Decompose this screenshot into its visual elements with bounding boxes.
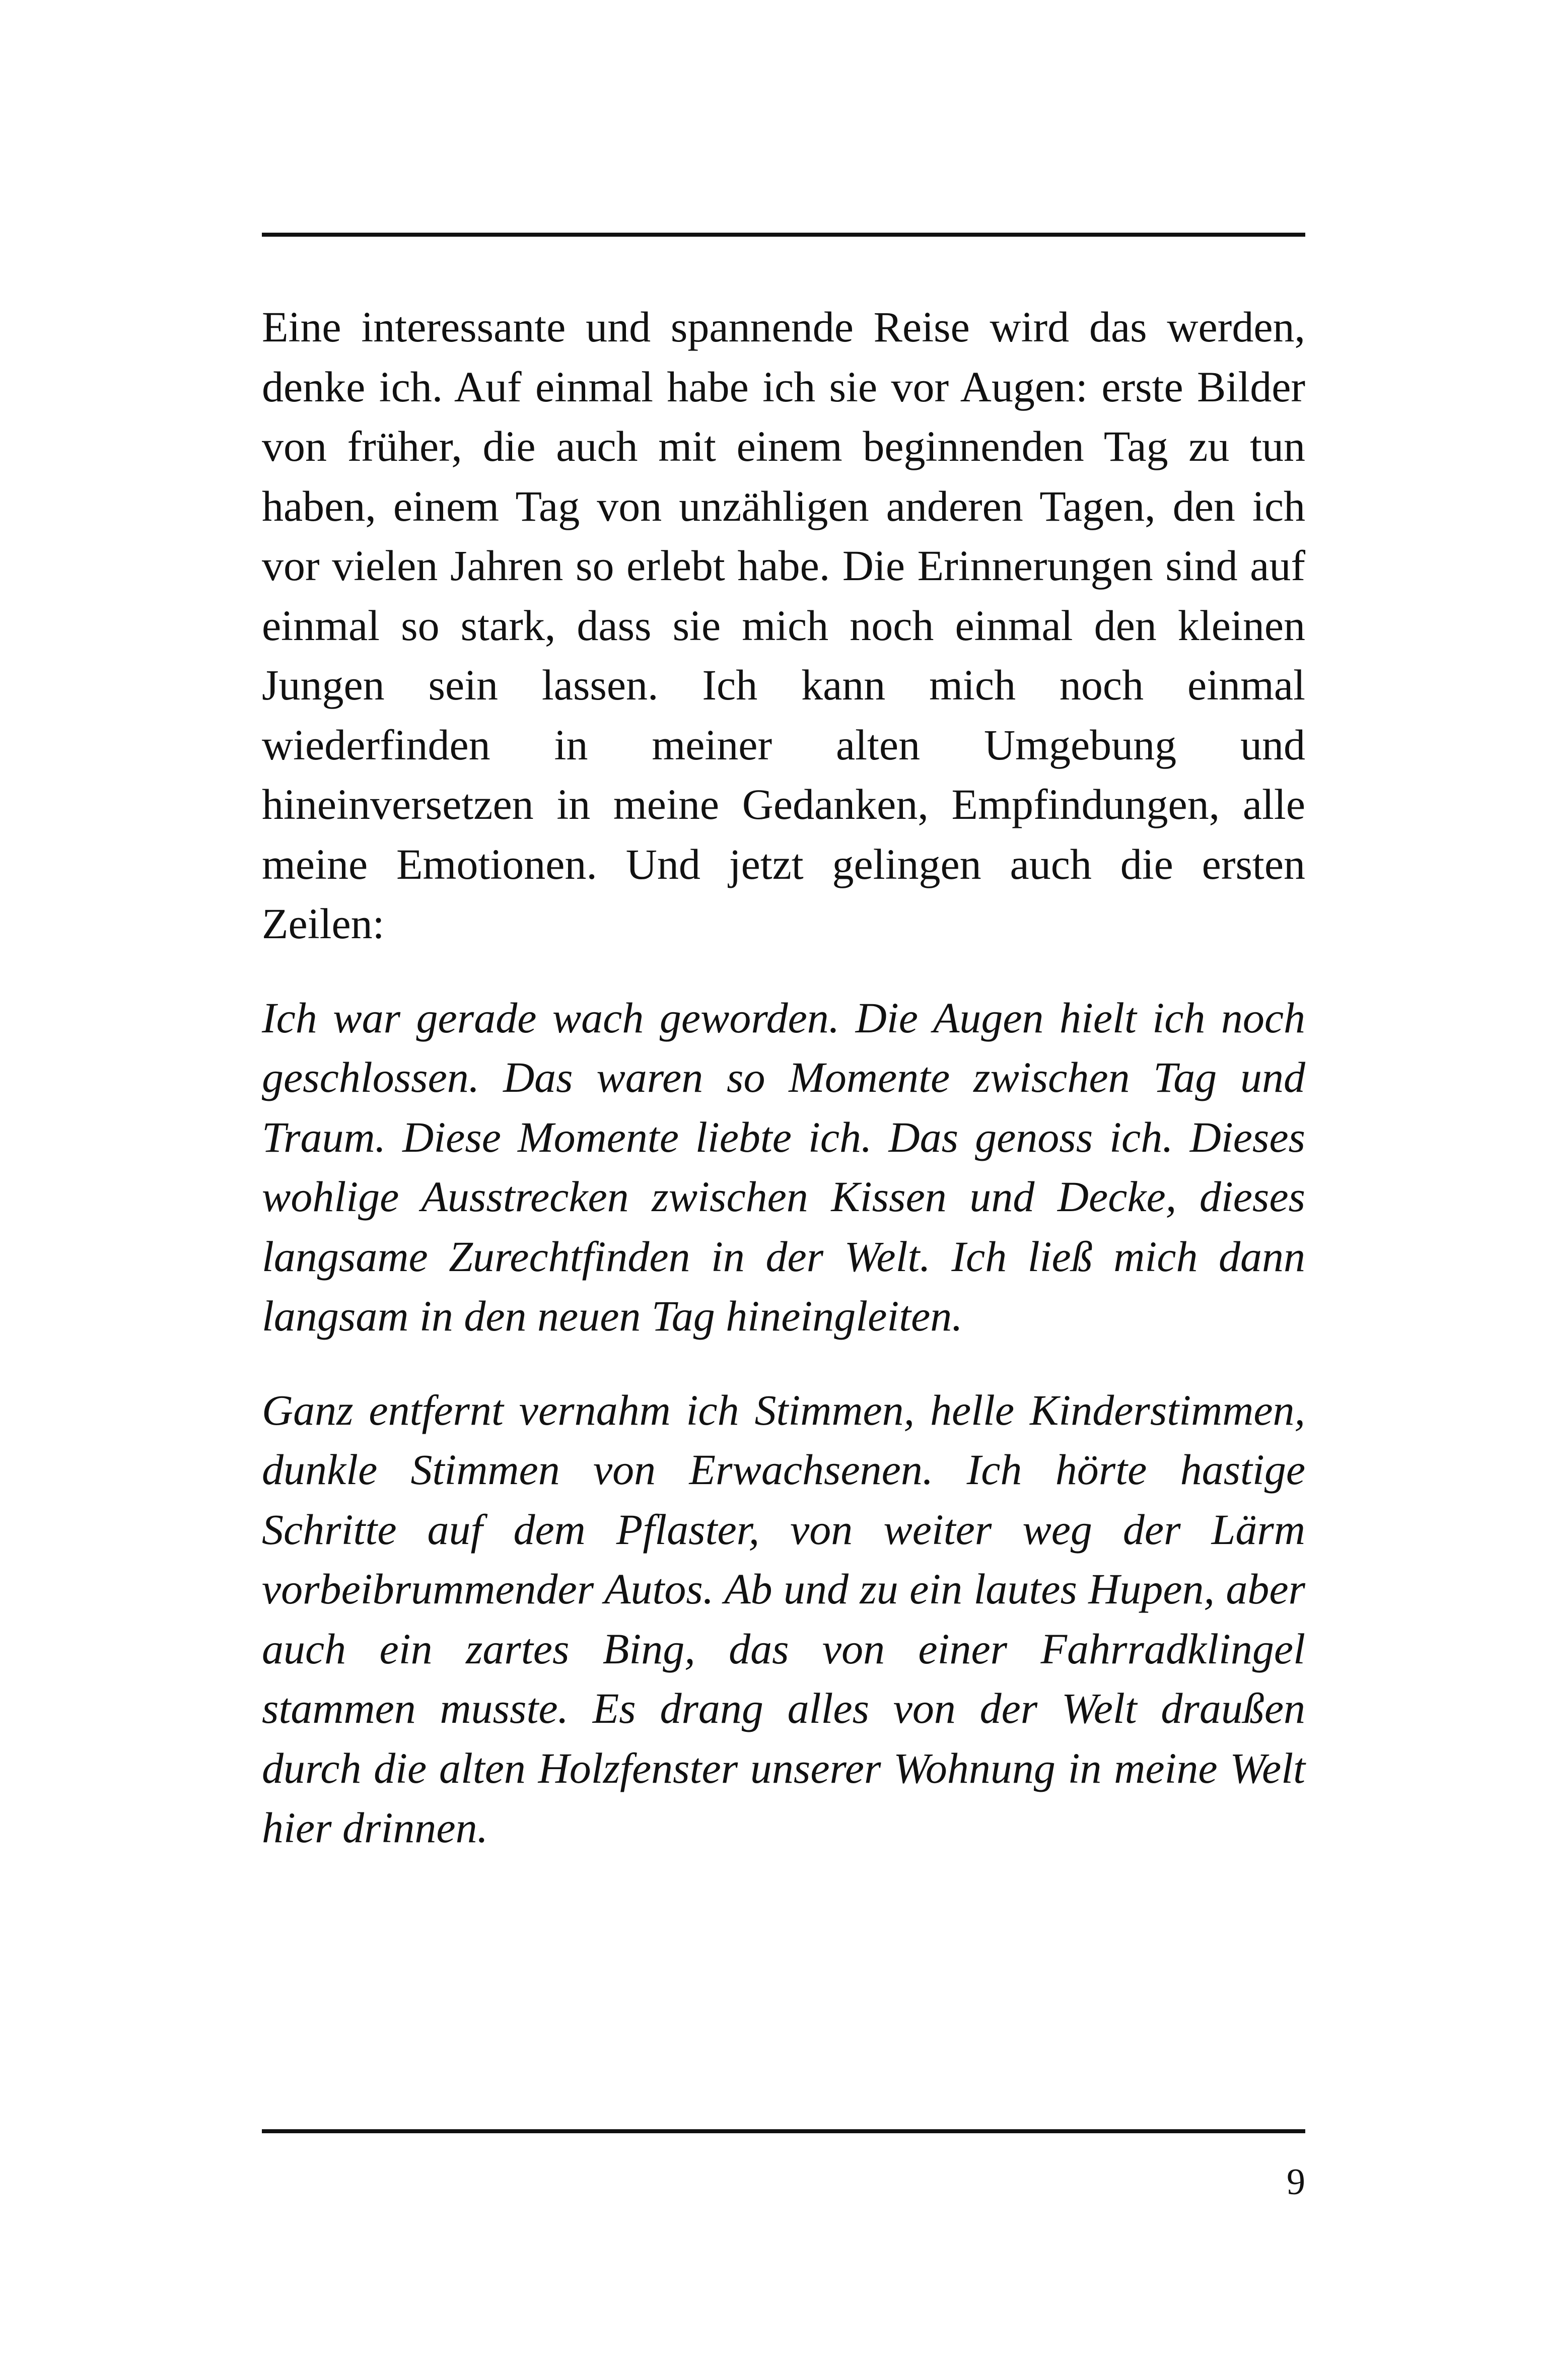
footer-rule <box>262 2129 1305 2133</box>
paragraph-2-italic: Ich war gerade wach geworden. Die Augen hielt ich noch geschlossen. Das waren so Momente zwischen Tag und Traum. Diese Momente liebte ich. Das genoss ich. Dieses wohlige Ausstrecken zwischen Kissen und Decke, dieses langsame Zurechtfinden in der Welt. Ich ließ mich dann langsam in den neuen Tag hineingleiten. <box>262 993 1305 1340</box>
paragraph-3-italic: Ganz entfernt vernahm ich Stimmen, helle Kinderstimmen, dunkle Stimmen von Erwachsenen. Ich hörte hastige Schritte auf dem Pflaster, von weiter weg der Lärm vorbeibrummender Autos. Ab und zu ein lautes Hupen, aber auch ein zartes Bing, das von einer Fahrradklingel stammen musste. Es drang alles von der Welt draußen durch die alten Holzfenster unserer Wohnung in meine Welt hier drinnen. <box>262 1385 1305 1852</box>
body-text <box>262 297 1305 1858</box>
page-number: 9 <box>1287 2161 1305 2203</box>
header-rule <box>262 233 1305 237</box>
paragraph-1: Eine interessante und spannende Reise wird das werden, denke ich. Auf einmal habe ich sie vor Augen: erste Bilder von früher, die auch mit einem beginnenden Tag zu tun haben, einem Tag von unzähligen anderen Tagen, den ich vor vielen Jahren so erlebt habe. Die Erinnerungen sind auf einmal so stark, dass sie mich noch einmal den kleinen Jungen sein lassen. Ich kann mich noch einmal wiederfinden in meiner alten Umgebung und hineinversetzen in meine Gedanken, Empfindungen, alle meine Emotionen. Und jetzt gelingen auch die ersten Zeilen: <box>262 303 1305 948</box>
